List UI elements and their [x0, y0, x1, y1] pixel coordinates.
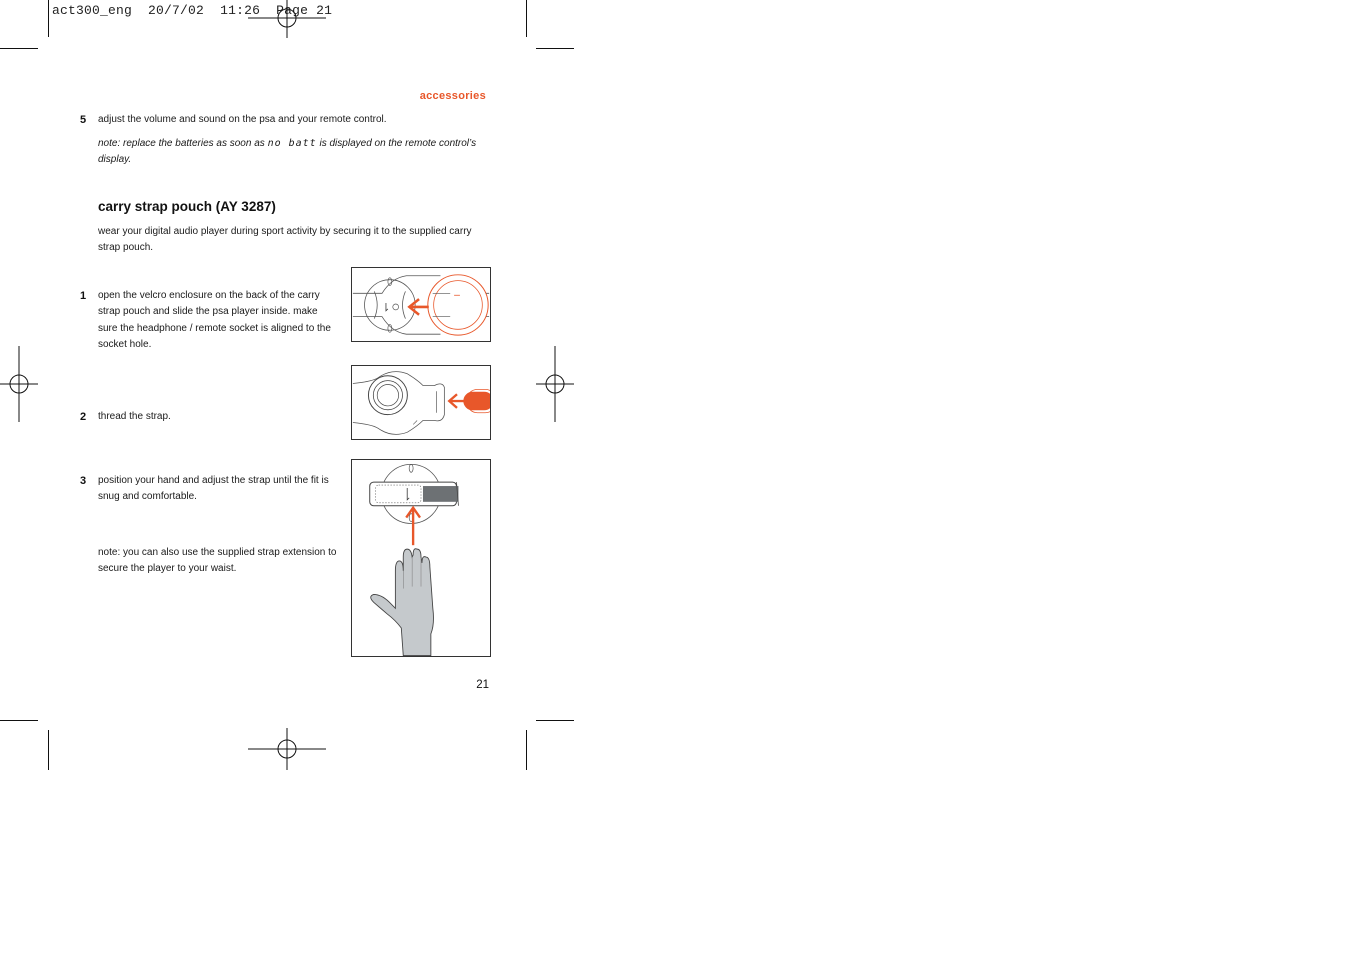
pouch-intro — [98, 224, 498, 257]
registration-mark-right — [534, 344, 576, 424]
step-2-number: 2 — [80, 411, 87, 423]
battery-note — [98, 136, 498, 169]
step-3-number: 3 — [80, 475, 87, 487]
step-1-line: strap pouch and slide the psa player inside. make — [98, 306, 318, 318]
step-1-text — [98, 288, 348, 353]
strap-extension-note-line2: secure the player to your waist. — [98, 563, 237, 575]
figure-thread-strap — [351, 365, 491, 440]
registration-mark-bottom — [248, 728, 328, 772]
step-1-line: socket hole. — [98, 338, 152, 350]
registration-mark-left — [0, 344, 40, 424]
slug-filename: act300_eng — [52, 3, 133, 18]
figure-insert-player — [351, 267, 491, 342]
battery-note-lcd-text: no batt — [267, 138, 317, 149]
page-number: 21 — [476, 679, 489, 691]
strap-extension-note-line1: note: you can also use the supplied strap extension to — [98, 547, 337, 558]
battery-note-suffix: is displayed on the remote control’s — [319, 138, 477, 149]
registration-mark-top — [248, 0, 328, 40]
battery-note-prefix: note: replace the batteries as soon as — [98, 138, 265, 149]
step-3-line: snug and comfortable. — [98, 491, 197, 503]
figure-hand-strap — [351, 459, 491, 657]
slug-time: 11:26 — [220, 3, 261, 18]
step-5-number: 5 — [80, 114, 87, 126]
step-3-text — [98, 473, 348, 506]
section-label: accessories — [419, 90, 486, 102]
step-5-text: adjust the volume and sound on the psa and your remote control. — [98, 114, 387, 125]
pouch-heading: carry strap pouch (AY 3287) — [98, 199, 276, 214]
strap-extension-note — [98, 545, 348, 578]
battery-note-line2: display. — [98, 154, 132, 166]
pouch-intro-line2: strap pouch. — [98, 242, 154, 254]
step-3-line: position your hand and adjust the strap until the fit is — [98, 475, 329, 486]
step-1-line: sure the headphone / remote socket is aligned to the — [98, 322, 331, 334]
slug-page: Page 21 — [276, 3, 333, 18]
step-2-text: thread the strap. — [98, 411, 171, 422]
slug-date: 20/7/02 — [148, 3, 205, 18]
step-1-number: 1 — [80, 290, 87, 302]
pouch-intro-line1: wear your digital audio player during sport activity by securing it to the supplied carry — [98, 226, 472, 237]
step-1-line: open the velcro enclosure on the back of the carry — [98, 290, 320, 301]
